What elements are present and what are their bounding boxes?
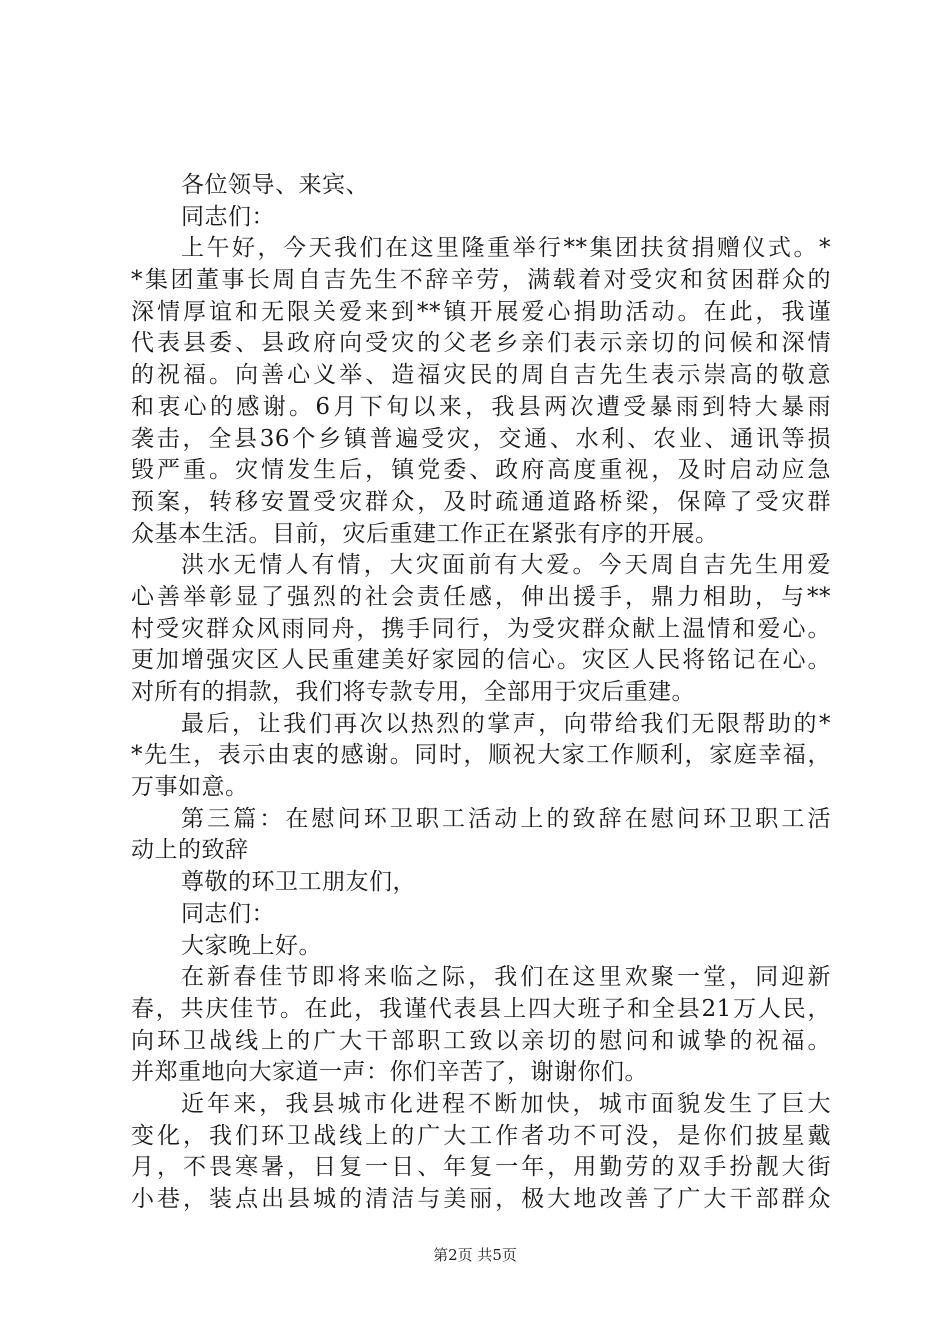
text-line: 近年来，我县城市化进程不断加快，城市面貌发生了巨大 bbox=[181, 1090, 831, 1117]
text-line: 代表县委、县政府向受灾的父老乡亲们表示亲切的问候和深情 bbox=[131, 330, 831, 357]
text-line: 小巷，装点出县城的清洁与美丽，极大地改善了广大干部群众 bbox=[131, 1186, 831, 1212]
text-line: 同志们： bbox=[181, 900, 275, 927]
text-line: 上午好，今天我们在这里隆重举行**集团扶贫捐赠仪式。* bbox=[181, 235, 831, 262]
text-line: 向环卫战线上的广大干部职工致以亲切的慰问和诚挚的祝福。 bbox=[131, 1027, 831, 1054]
text-line: 尊敬的环卫工朋友们， bbox=[181, 869, 416, 896]
document-body bbox=[131, 170, 831, 1216]
text-line: 月，不畏寒暑，日复一日、年复一年，用勤劳的双手扮靓大街 bbox=[131, 1154, 831, 1181]
text-line: 袭击，全县36个乡镇普遍受灾，交通、水利、农业、通讯等损 bbox=[131, 425, 831, 452]
text-line: *集团董事长周自吉先生不辞辛劳，满载着对受灾和贫困群众的 bbox=[131, 267, 831, 294]
text-line: 在新春佳节即将来临之际，我们在这里欢聚一堂，同迎新 bbox=[181, 964, 831, 991]
text-line: 动上的致辞 bbox=[131, 837, 249, 864]
text-line: 第三篇：在慰问环卫职工活动上的致辞在慰问环卫职工活 bbox=[181, 805, 831, 832]
text-line: 最后，让我们再次以热烈的掌声，向带给我们无限帮助的* bbox=[181, 710, 831, 737]
text-line: 变化，我们环卫战线上的广大工作者功不可没，是你们披星戴 bbox=[131, 1122, 831, 1149]
text-line: 的祝福。向善心义举、造福灾民的周自吉先生表示崇高的敬意 bbox=[131, 362, 831, 389]
text-line: 对所有的捐款，我们将专款专用，全部用于灾后重建。 bbox=[131, 679, 695, 705]
text-line: *先生，表示由衷的感谢。同时，顺祝大家工作顺利，家庭幸福， bbox=[131, 742, 831, 769]
text-line: 心善举彰显了强烈的社会责任感，伸出援手，鼎力相助，与** bbox=[131, 583, 831, 610]
text-line: 村受灾群众风雨同舟，携手同行，为受灾群众献上温情和爱心。 bbox=[131, 615, 831, 642]
text-line: 毁严重。灾情发生后，镇党委、政府高度重视，及时启动应急 bbox=[131, 457, 831, 484]
text-line: 洪水无情人有情，大灾面前有大爱。今天周自吉先生用爱 bbox=[181, 552, 831, 579]
text-line: 万事如意。 bbox=[131, 774, 249, 801]
text-line: 深情厚谊和无限关爱来到**镇开展爱心捐助活动。在此，我谨 bbox=[131, 298, 831, 325]
text-line: 更加增强灾区人民重建美好家园的信心。灾区人民将铭记在心。 bbox=[131, 647, 831, 674]
text-line: 同志们： bbox=[181, 203, 275, 230]
text-line: 并郑重地向大家道一声：你们辛苦了，谢谢你们。 bbox=[131, 1059, 648, 1086]
page-footer: 第2页 共5页 bbox=[433, 1246, 517, 1264]
text-line: 各位领导、来宾、 bbox=[181, 172, 369, 198]
text-line: 众基本生活。目前，灾后重建工作正在紧张有序的开展。 bbox=[131, 520, 719, 547]
text-line: 和衷心的感谢。6月下旬以来，我县两次遭受暴雨到特大暴雨 bbox=[131, 393, 831, 420]
text-line: 春，共庆佳节。在此，我谨代表县上四大班子和全县21万人民， bbox=[131, 995, 831, 1022]
text-line: 预案，转移安置受灾群众，及时疏通道路桥梁，保障了受灾群 bbox=[131, 488, 831, 515]
text-line: 大家晚上好。 bbox=[181, 932, 322, 959]
